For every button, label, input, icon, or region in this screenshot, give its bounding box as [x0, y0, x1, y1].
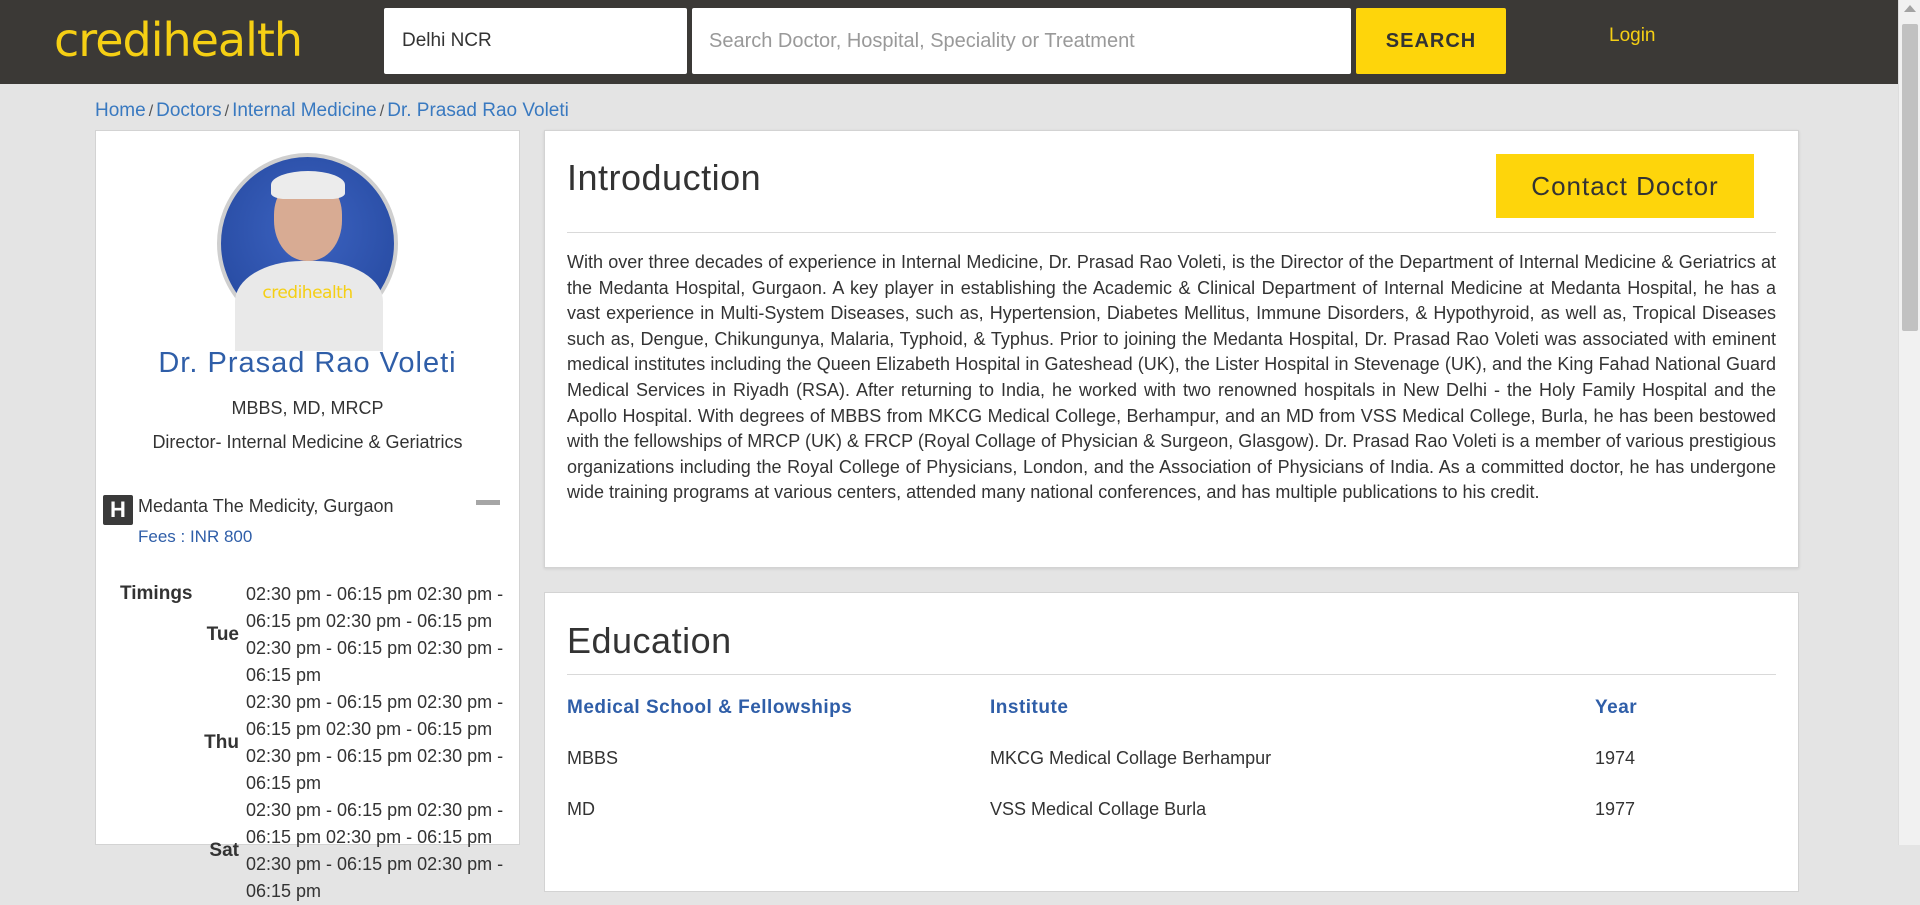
education-card: [544, 592, 1799, 892]
timing-slots: 02:30 pm - 06:15 pm 02:30 pm - 06:15 pm 02:30 pm - 06:15 pm 02:30 pm - 06:15 pm 02:30 pm - 06:15 pm: [246, 692, 504, 793]
doctor-name: Dr. Prasad Rao Voleti: [158, 347, 457, 379]
collapse-minus-icon[interactable]: [476, 500, 500, 505]
timing-slots: 02:30 pm - 06:15 pm 02:30 pm - 06:15 pm 02:30 pm - 06:15 pm 02:30 pm - 06:15 pm 02:30 pm - 06:15 pm: [246, 584, 504, 685]
timing-day: Tue: [206, 624, 239, 645]
avatar-body-shape: [235, 261, 383, 351]
divider: [567, 232, 1776, 233]
doctor-degrees: MBBS, MD, MRCP: [231, 398, 384, 418]
introduction-card: [544, 130, 1799, 568]
education-heading: Education: [567, 620, 732, 661]
column-header-school: Medical School & Fellowships: [567, 697, 853, 718]
avatar-watermark: credihealth: [262, 283, 353, 303]
search-button[interactable]: SEARCH: [1356, 8, 1506, 74]
divider: [567, 674, 1776, 675]
consultation-fees: Fees : INR 800: [138, 527, 253, 546]
city-input[interactable]: [384, 8, 687, 74]
breadcrumb-home[interactable]: Home: [95, 100, 146, 121]
breadcrumb-internal-medicine[interactable]: Internal Medicine: [232, 100, 377, 121]
login-link[interactable]: Login: [1609, 25, 1656, 46]
table-cell-year: 1974: [1595, 748, 1636, 768]
breadcrumb-separator: /: [148, 103, 154, 120]
breadcrumb-doctors[interactable]: Doctors: [156, 100, 222, 121]
doctor-designation: Director- Internal Medicine & Geriatrics: [152, 432, 463, 452]
credihealth-logo[interactable]: credihealth: [54, 13, 303, 67]
timing-slots: 02:30 pm - 06:15 pm 02:30 pm - 06:15 pm 02:30 pm - 06:15 pm 02:30 pm - 06:15 pm 02:30 pm - 06:15 pm: [246, 800, 504, 901]
table-cell-institute: VSS Medical Collage Burla: [990, 799, 1207, 819]
timing-day: Sat: [209, 840, 239, 861]
scroll-up-arrow-icon[interactable]: [1904, 5, 1916, 12]
introduction-text: With over three decades of experience in Internal Medicine, Dr. Prasad Rao Voleti, is the Director of the Department of Internal Medicine & Geriatrics at the Medanta Hospital, Gurgaon. A key player in establishing the Academic & Clinical Department of Internal Medicine at Medanta Hospital, he has a vast experience in Multi-System Diseases, such as, Hypertension, Diabetes Mellitus, Immune Disorders, & Hypothyroid, as well as, Tropical Diseases such as, Dengue, Chikungunya, Malaria, Typhoid, & Typhus. Prior to joining the Medanta Hospital, Dr. Prasad Rao Voleti was associated with eminent medical institutes including the Queen Elizabeth Hospital in Gateshead (UK), the Lister Hospital in Stevenage (UK), and the King Fahad National Guard Medical Services in Riyadh (RSA). After returning to India, he worked with two renowned hospitals in New Delhi - the Holy Family Hospital and the Apollo Hospital. With degrees of MBBS from MKCG Medical College, Berhampur, and an MD from VSS Medical College, Burla, he has been bestowed with the fellowships of MRCP (UK) & FRCP (Royal Collage of Physician & Surgeon, Glasgow). Dr. Prasad Rao Voleti is a member of various prestigious organizations including the Royal College of Physicians, London, and the Association of Physicians of India. As a committed doctor, he has undergone wide training programs at various centers, attended many national conferences, and has multiple publications to his credit.: [567, 252, 1776, 503]
breadcrumb-separator: /: [379, 103, 385, 120]
top-navbar: [0, 0, 1898, 84]
scroll-thumb[interactable]: [1902, 24, 1918, 331]
timing-day: Thu: [204, 732, 239, 753]
hospital-name[interactable]: Medanta The Medicity, Gurgaon: [138, 496, 394, 516]
breadcrumb-separator: /: [224, 103, 230, 120]
page-scrollbar[interactable]: [1898, 0, 1920, 845]
timings-label: Timings: [120, 583, 193, 604]
table-cell-year: 1977: [1595, 799, 1636, 819]
breadcrumb: [95, 100, 569, 122]
hospital-icon: H: [103, 495, 133, 525]
doctor-profile-card: [95, 130, 520, 901]
table-cell-degree: MD: [567, 799, 595, 819]
column-header-institute: Institute: [990, 697, 1069, 718]
avatar-hair-shape: [271, 171, 345, 199]
column-header-year: Year: [1595, 697, 1638, 718]
table-cell-degree: MBBS: [567, 748, 619, 768]
contact-doctor-button[interactable]: Contact Doctor: [1496, 154, 1754, 218]
search-input[interactable]: [692, 8, 1351, 74]
table-cell-institute: MKCG Medical Collage Berhampur: [990, 748, 1272, 768]
breadcrumb-doctor-name[interactable]: Dr. Prasad Rao Voleti: [387, 100, 569, 121]
doctor-avatar: [217, 153, 398, 334]
introduction-heading: Introduction: [567, 157, 762, 198]
